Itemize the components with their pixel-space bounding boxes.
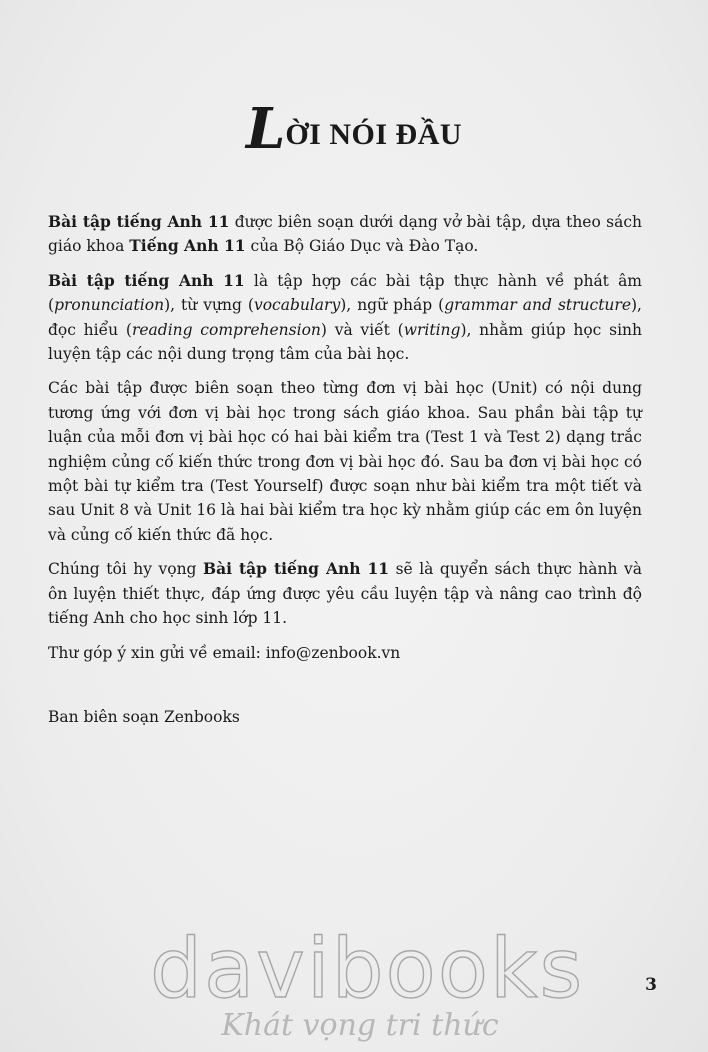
paragraph-text: ) và viết ( <box>320 320 404 339</box>
paragraph-1 <box>48 210 642 259</box>
preface-body <box>48 210 642 739</box>
paragraph-text: ), ngữ pháp ( <box>340 296 445 315</box>
book-name: Bài tập tiếng Anh 11 <box>48 270 245 290</box>
textbook-name: Tiếng Anh 11 <box>129 236 246 256</box>
term-writing: writing <box>403 320 461 339</box>
paragraph-text: Chúng tôi hy vọng <box>48 560 203 579</box>
page-title <box>0 96 708 162</box>
title-text: ỜI NÓI ĐẦU <box>285 118 463 151</box>
watermark-brand: davibooks <box>150 922 585 1017</box>
paragraph-text: là tập hợp các bài tập thực hành về phát âm ( <box>48 271 643 315</box>
spacer <box>48 675 642 705</box>
signature: Ban biên soạn Zenbooks <box>48 707 240 726</box>
watermark-tagline: Khát vọng tri thức <box>221 1008 499 1043</box>
term-grammar: grammar and structure <box>444 296 631 315</box>
paragraph-3: Các bài tập được biên soạn theo từng đơn vị bài học (Unit) có nội dung tương ứng với đơn vị bài học trong sách giáo khoa. Sau phần bài tập tự luận của mỗi đơn vị bài học có hai bài kiểm tra (Test 1 và Test 2) dạng trắc nghiệm củng cố kiến thức trong đơn vị bài học đó. Sau ba đơn vị bài học có một bài tự kiểm tra (Test Yourself) được soạn như bài kiểm tra một tiết và sau Unit 8 và Unit 16 là hai bài kiểm tra học kỳ nhằm giúp các em ôn luyện và củng cố kiến thức đã học. <box>48 379 642 544</box>
term-vocabulary: vocabulary <box>253 296 341 315</box>
term-reading: reading comprehension <box>131 320 321 339</box>
paragraph-text: ), từ vựng ( <box>164 296 254 315</box>
term-pronunciation: pronunciation <box>54 296 165 315</box>
paragraph-text: được biên soạn dưới dạng vở bài tập, dựa theo sách giáo khoa <box>48 213 643 256</box>
paragraph-4 <box>48 557 642 630</box>
book-name: Bài tập tiếng Anh 11 <box>202 559 390 579</box>
paragraph-text: ), đọc hiểu ( <box>48 296 642 339</box>
paragraph-text: của Bộ Giáo Dục và Đào Tạo. <box>245 237 479 256</box>
paragraph-5: Thư góp ý xin gửi về email: info@zenbook.vn <box>48 643 401 662</box>
page-number: 3 <box>645 975 657 995</box>
title-initial: L <box>245 96 284 162</box>
paragraph-text: sẽ là quyển sách thực hành và ôn luyện thiết thực, đáp ứng được yêu cầu luyện tập và nâng cao trình độ tiếng Anh cho học sinh lớp 11. <box>48 560 642 628</box>
paragraph-text: ), nhằm giúp học sinh luyện tập các nội dung trọng tâm của bài học. <box>48 320 642 364</box>
paragraph-2 <box>48 269 642 367</box>
book-name: Bài tập tiếng Anh 11 <box>48 212 230 231</box>
